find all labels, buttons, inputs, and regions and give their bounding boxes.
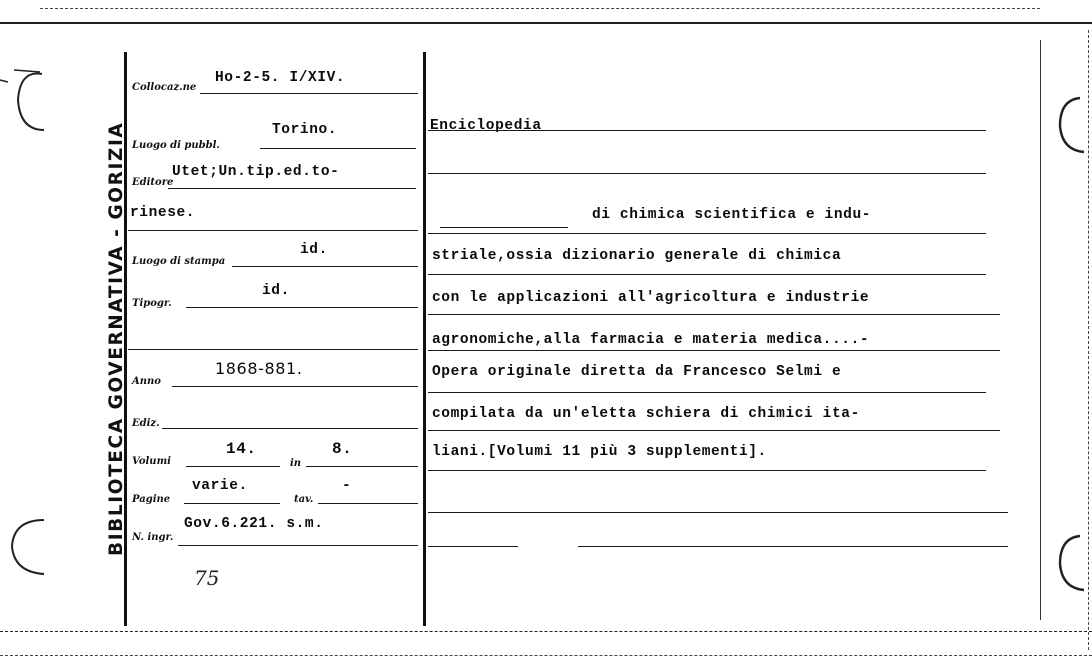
field-collocazione: Ho-2-5. I/XIV.	[215, 70, 346, 86]
rule-desc-7	[428, 430, 1000, 431]
field-n-ingr: Gov.6.221. s.m.	[184, 516, 324, 532]
field-editore-line1: Utet;Un.tip.ed.to-	[172, 164, 340, 180]
left-margin-rule	[124, 52, 127, 626]
desc-line-6: Opera originale diretta da Francesco Selmi e	[432, 364, 842, 380]
rule-in	[306, 466, 418, 467]
label-n-ingr: N. ingr.	[132, 532, 174, 543]
left-hole-mark-bottom	[0, 512, 60, 582]
label-tavole: tav.	[294, 494, 314, 505]
desc-line-2: di chimica scientifica e indu-	[592, 207, 872, 223]
handwritten-note: 75	[194, 566, 220, 590]
rule-desc-blank-1	[428, 512, 1008, 513]
label-luogo-pubbl: Luogo di pubbl.	[132, 140, 220, 151]
right-hole-mark-bottom	[1050, 530, 1092, 600]
rule-volumi	[186, 466, 280, 467]
desc-line-8: liani.[Volumi 11 più 3 supplementi].	[432, 444, 767, 460]
label-luogo-stampa: Luogo di stampa	[132, 256, 226, 267]
rule-n-ingr	[178, 545, 418, 546]
rule-desc-3	[428, 274, 986, 275]
rule-desc-blank-2a	[428, 546, 518, 547]
label-volumi: Volumi	[132, 456, 171, 467]
rule-desc-blank-2b	[578, 546, 1008, 547]
field-volumi: 14.	[226, 440, 257, 458]
rule-desc-4	[428, 314, 1000, 315]
field-tipografia: id.	[262, 283, 290, 299]
right-hole-mark-top	[1050, 92, 1092, 162]
right-edge-line	[1040, 40, 1041, 620]
rule-desc-2-prefix	[440, 227, 568, 228]
desc-line-7: compilata da un'eletta schiera di chimici ita-	[432, 406, 860, 422]
rule-pagine	[184, 503, 280, 504]
field-editore-line2: rinese.	[130, 205, 196, 221]
rule-edizione	[162, 428, 418, 429]
rule-desc-1	[428, 130, 986, 131]
left-hole-mark-top	[0, 60, 60, 140]
rule-tipografia	[186, 307, 418, 308]
rule-luogo-stampa	[232, 266, 418, 267]
field-anno: 1868-881.	[215, 359, 303, 378]
label-edizione: Ediz.	[132, 418, 160, 429]
rule-editore-2	[128, 230, 418, 231]
label-pagine: Pagine	[132, 494, 171, 505]
rule-collocazione	[200, 93, 418, 94]
rule-tipografia-2	[128, 349, 418, 350]
rule-editore	[168, 188, 416, 189]
rule-desc-8	[428, 470, 986, 471]
top-edge-line	[0, 22, 1092, 24]
label-editore: Editore	[132, 177, 174, 188]
label-anno: Anno	[132, 376, 161, 387]
middle-divider-rule	[423, 52, 426, 626]
field-in: 8.	[332, 440, 353, 458]
desc-line-5: agronomiche,alla farmacia e materia medica....-	[432, 332, 870, 348]
desc-line-1: Enciclopedia	[430, 118, 542, 134]
label-tipografia: Tipogr.	[132, 298, 172, 309]
top-dashed-line	[40, 8, 1040, 9]
rule-desc-5	[428, 350, 1000, 351]
desc-line-3: striale,ossia dizionario generale di chimica	[432, 248, 842, 264]
field-luogo-pubbl: Torino.	[272, 122, 338, 138]
rule-anno	[172, 386, 418, 387]
rule-tavole	[318, 503, 418, 504]
field-pagine: varie.	[192, 478, 248, 494]
label-collocazione: Collocaz.ne	[132, 82, 197, 93]
label-in: in	[290, 458, 302, 469]
rule-desc-1b	[428, 173, 986, 174]
desc-line-4: con le applicazioni all'agricoltura e industrie	[432, 290, 870, 306]
rule-luogo-pubbl	[260, 148, 416, 149]
field-luogo-stampa: id.	[300, 242, 328, 258]
bottom-edge-line	[0, 631, 1092, 632]
library-side-title: BIBLIOTECA GOVERNATIVA - GORIZIA	[106, 121, 127, 556]
rule-desc-6	[428, 392, 986, 393]
bottom-edge-line-2	[0, 655, 1092, 656]
rule-desc-2	[428, 233, 986, 234]
field-tavole: -	[342, 478, 352, 494]
